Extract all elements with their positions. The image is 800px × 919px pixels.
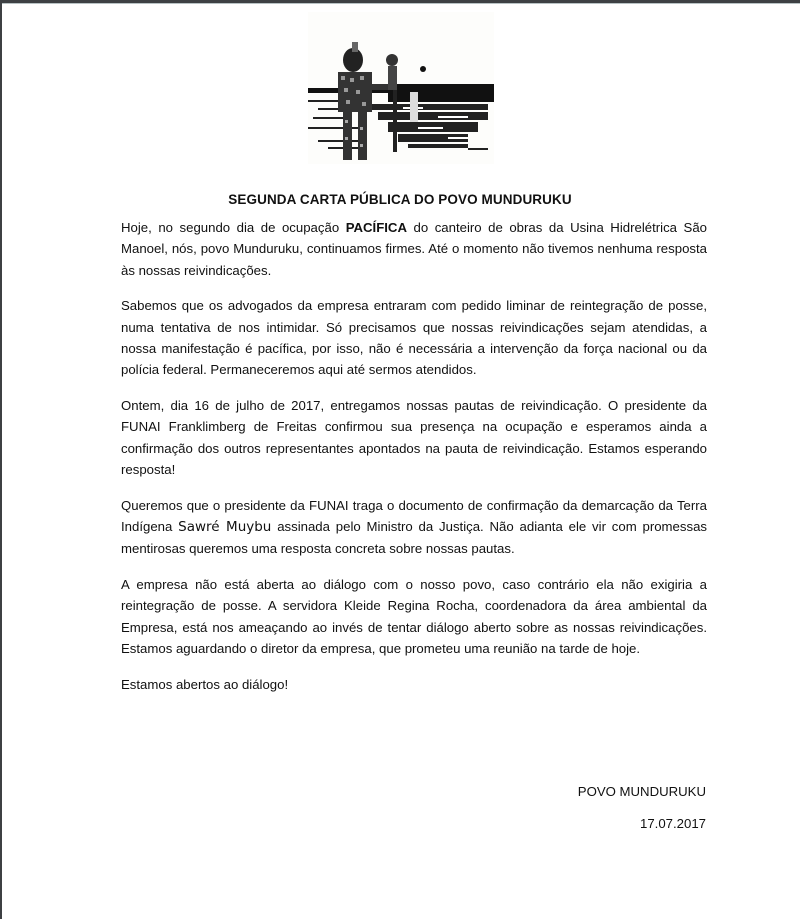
paragraph-1 bbox=[121, 217, 707, 281]
paragraph-3: Ontem, dia 16 de julho de 2017, entregamos nossas pautas de reivindicação. O presidente da FUNAI Franklimberg de Freitas confirmou sua presença na ocupação e esperamos ainda a confirmação dos outros representantes apontados na pauta de reivindicação. Estamos esperando resposta! bbox=[121, 398, 707, 477]
paragraph-1-text-end: do canteiro de obras da Usina Hidrelétrica São Manoel, nós, povo Munduruku, continuamos firmes. Até o momento não tivemos nenhuma resposta às nossas reivindicações. bbox=[121, 220, 707, 278]
paragraph-1-text-start: Hoje, no segundo dia de ocupação bbox=[121, 220, 346, 235]
letter-date: 17.07.2017 bbox=[639, 816, 706, 831]
letter-body bbox=[121, 217, 707, 710]
paragraph-5: A empresa não está aberta ao diálogo com o nosso povo, caso contrário ela não exigiria a reintegração de posse. A servidora Kleide Regina Rocha, coordenadora da área ambiental da Empresa, está nos ameaçando ao invés de tentar diálogo aberto sobre as nossas reivindicações. Estamos aguardando o diretor da empresa, que prometeu uma reunião na tarde de hoje. bbox=[121, 577, 707, 657]
paragraph-4 bbox=[121, 495, 707, 560]
paragraph-4-text-end: assinada pelo Ministro da Justiça. Não adianta ele vir com promessas mentirosas queremos uma resposta concreta sobre nossas pautas. bbox=[121, 519, 707, 557]
signature: POVO MUNDURUKU bbox=[577, 784, 706, 799]
paragraph-6: Estamos abertos ao diálogo! bbox=[121, 676, 289, 692]
document-page bbox=[0, 4, 800, 919]
paragraph-1-bold-word: PACÍFICA bbox=[345, 220, 407, 235]
document-title: SEGUNDA CARTA PÚBLICA DO POVO MUNDURUKU bbox=[228, 192, 572, 207]
indigenous-land-name: Sawré Muybu bbox=[178, 519, 272, 536]
paragraph-2: Sabemos que os advogados da empresa entraram com pedido liminar de reintegração de posse, numa tentativa de nos intimidar. Só precisamos que nossas reivindicações sejam atendidas, a nossa manifestação é pacífica, por isso, não é necessária a intervenção da força nacional ou da polícia federal. Permaneceremos aqui até sermos atendidos. bbox=[121, 298, 707, 378]
figures-in-water-drawing-icon bbox=[308, 12, 494, 164]
header-illustration bbox=[308, 12, 494, 164]
paragraph-4-text-start: Queremos que o presidente da FUNAI traga o documento de confirmação da demarcação da Terra Indígena bbox=[121, 497, 707, 535]
